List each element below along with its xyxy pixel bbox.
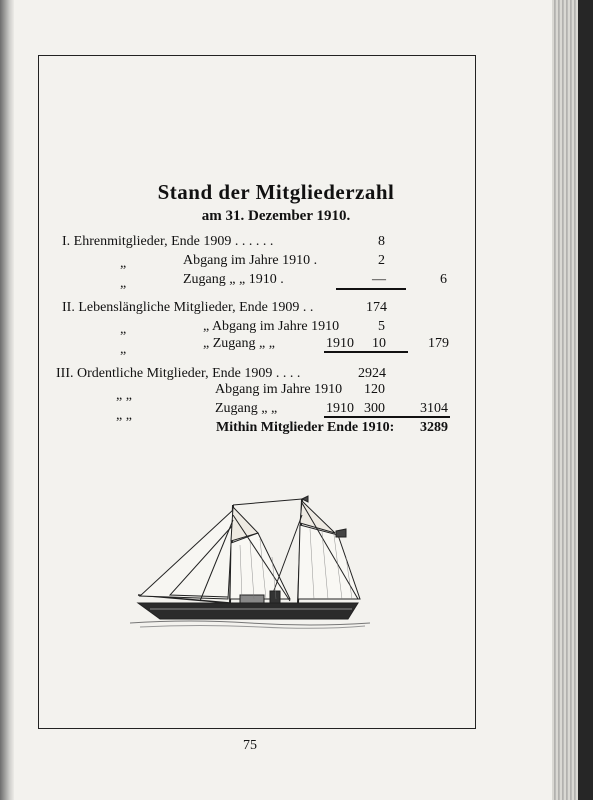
book-cover-edge: [578, 0, 593, 800]
grand-total-label: Mithin Mitglieder Ende 1910:: [216, 420, 395, 435]
section1-line1-label: I. Ehrenmitglieder, Ende 1909 . . . . . .: [62, 234, 274, 249]
section2-underline: [324, 351, 408, 353]
section3-line3-ditto: „ „: [116, 408, 132, 423]
section1-line3-label: Zugang „ „ 1910 .: [183, 272, 284, 287]
page-title: Stand der Mitgliederzahl: [157, 180, 395, 204]
section1-underline: [336, 288, 406, 290]
section1-line3-number: —: [372, 272, 386, 287]
section3-line2-label: Abgang im Jahre 1910: [215, 382, 343, 397]
section2-line3-ditto: „: [120, 342, 127, 357]
grand-total-value: 3289: [420, 420, 448, 435]
section1-line1-number: 8: [378, 234, 385, 249]
section3-line3-number: 300: [364, 401, 385, 416]
section3-total: 3104: [420, 401, 448, 416]
section2-line2-label: „ Abgang im Jahre 1910: [203, 319, 340, 334]
page-number: 75: [243, 738, 257, 753]
section3-underline: [324, 416, 450, 418]
section3-line2-ditto: „ „: [116, 388, 132, 403]
section2-line2-number: 5: [378, 319, 385, 334]
section2-line1-label: II. Lebenslängliche Mitglieder, Ende 1909 . .: [62, 300, 314, 315]
section1-total: 6: [440, 272, 447, 287]
section2-line2-ditto: „: [120, 322, 127, 337]
section2-line1-number: 174: [366, 300, 387, 315]
section2-line3-year: 1910: [326, 336, 354, 351]
page-subtitle: am 31. Dezember 1910.: [201, 208, 351, 224]
section3-line3-label: Zugang „ „: [215, 401, 278, 416]
section2-line3-number: 10: [372, 336, 386, 351]
section3-line2-number: 120: [364, 382, 385, 397]
sailing-ship-illustration: [130, 495, 370, 630]
section2-total: 179: [428, 336, 449, 351]
section1-line2-label: Abgang im Jahre 1910 .: [183, 253, 318, 268]
section3-line3-year: 1910: [326, 401, 354, 416]
section2-line3-label: „ Zugang „ „: [203, 336, 275, 351]
section1-line3-ditto: „: [120, 276, 127, 291]
section3-line1-label: III. Ordentliche Mitglieder, Ende 1909 . . . .: [56, 366, 301, 381]
section3-line1-number: 2924: [358, 366, 386, 381]
section1-line2-number: 2: [378, 253, 385, 268]
section1-line2-ditto: „: [120, 256, 127, 271]
page-gutter: [0, 0, 14, 800]
